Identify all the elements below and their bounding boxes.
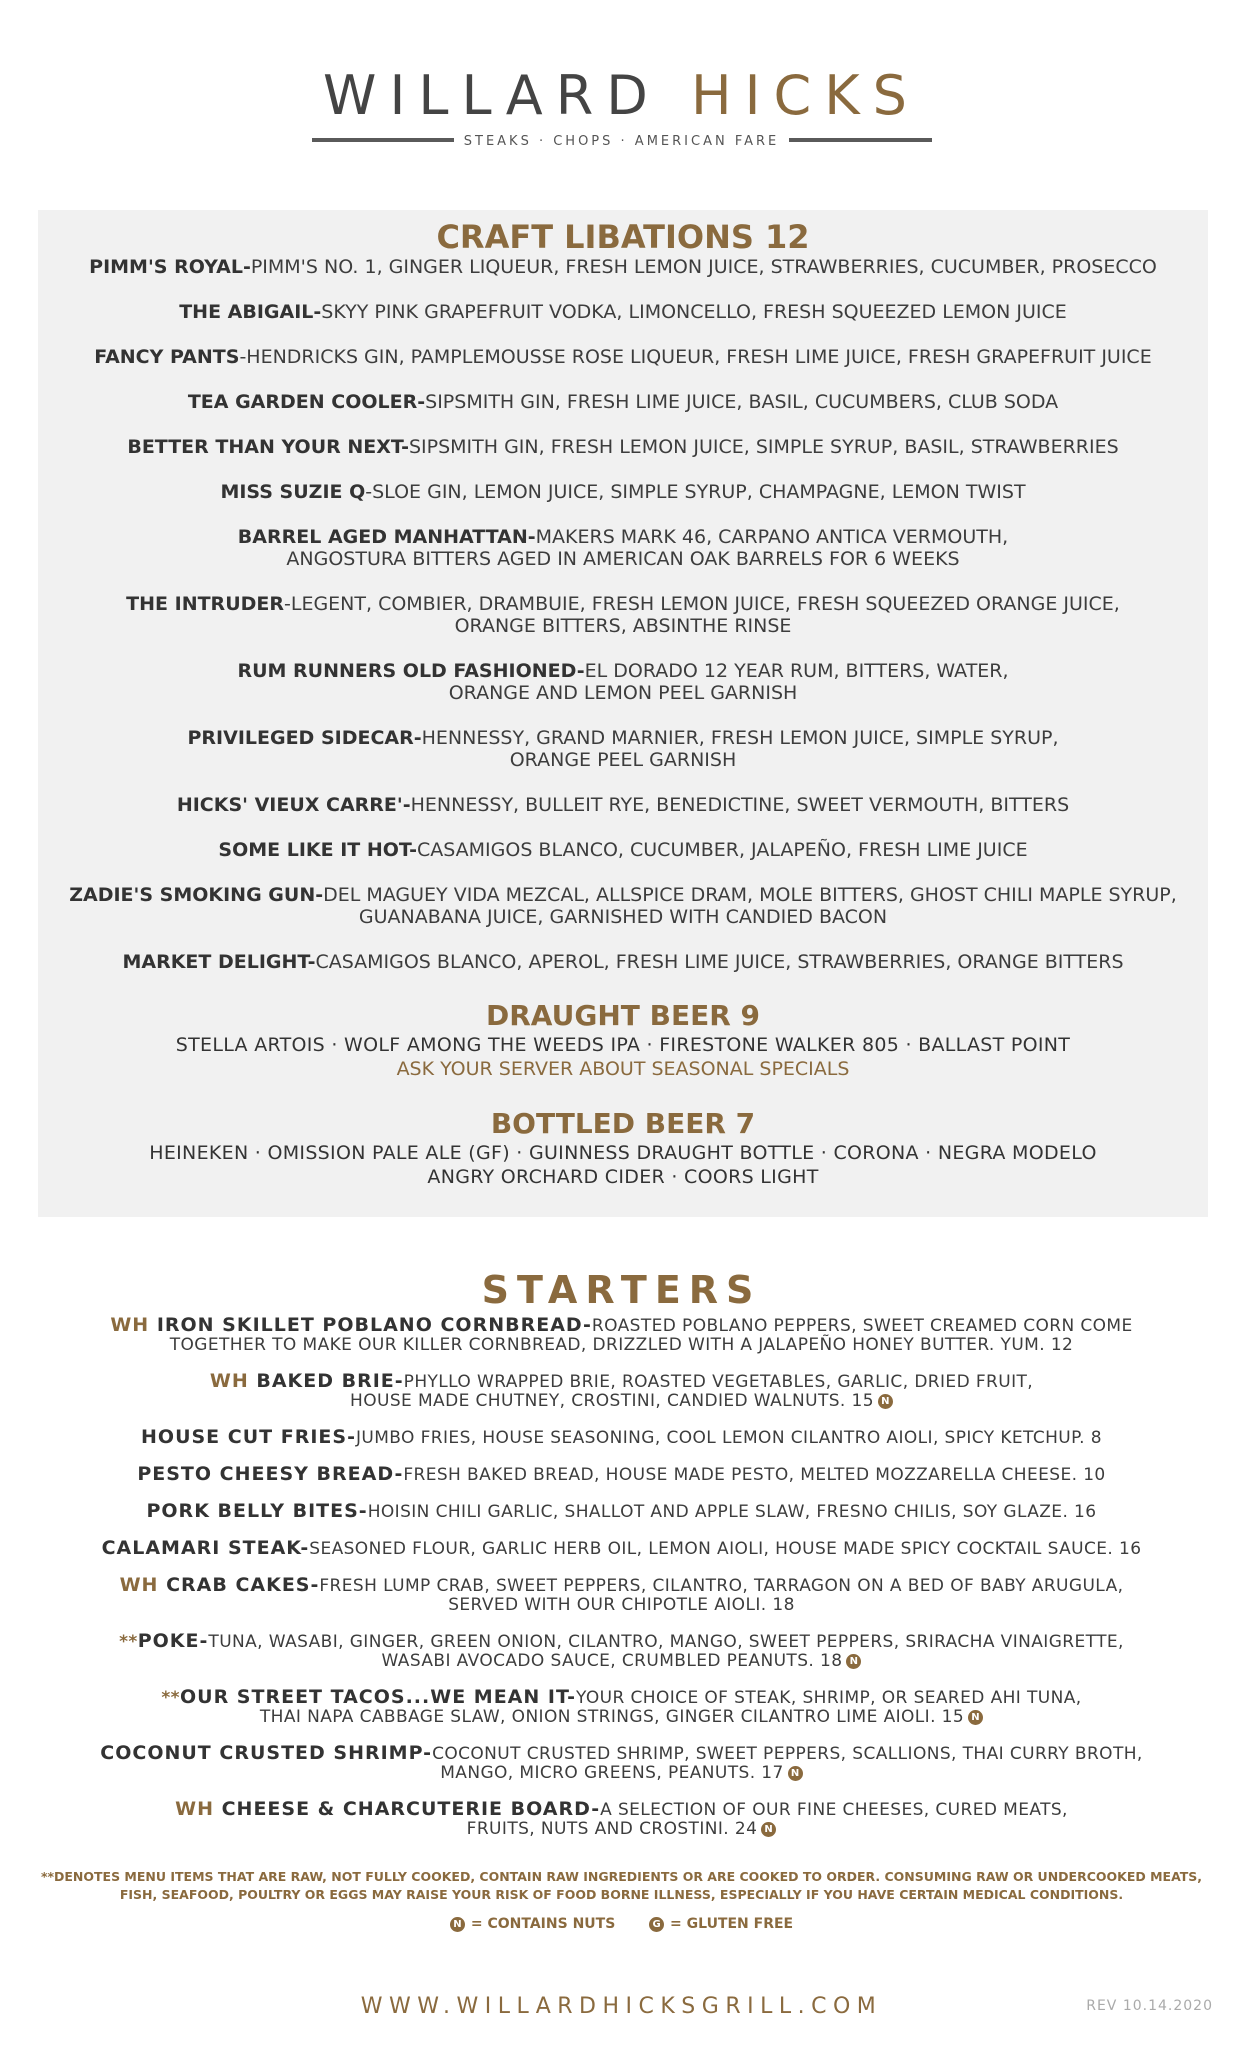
brand-divider: [312, 134, 932, 164]
dietary-legend: [0, 1914, 1243, 1934]
cocktail-item: [46, 256, 1200, 278]
starter-item: [30, 1539, 1213, 1559]
starter-name-text: POKE-: [137, 1630, 209, 1652]
cocktail-description: PIMM'S NO. 1, GINGER LIQUEUR, FRESH LEMON JUICE, STRAWBERRIES, CUCUMBER, PROSECCO: [250, 256, 1157, 278]
cocktail-name: TEA GARDEN COOLER-: [187, 391, 426, 413]
cocktail-line: [46, 481, 1200, 503]
bottled-list-line2: ANGRY ORCHARD CIDER · COORS LIGHT: [427, 1166, 819, 1188]
starter-description: SEASONED FLOUR, GARLIC HERB OIL, LEMON AIOLI, HOUSE MADE SPICY COCKTAIL SAUCE. 16: [309, 1539, 1142, 1559]
starter-name: [137, 1463, 403, 1485]
house-specialty-mark: WH: [110, 1314, 150, 1336]
starter-description-text: THAI NAPA CABBAGE SLAW, ONION STRINGS, GINGER CILANTRO LIME AIOLI. 15: [259, 1707, 965, 1727]
starter-line: [30, 1800, 1213, 1820]
house-specialty-mark: WH: [119, 1574, 159, 1596]
starter-name: [146, 1500, 367, 1522]
cocktail-line: [46, 794, 1200, 816]
starter-description: ROASTED POBLANO PEPPERS, SWEET CREAMED CORN COME: [591, 1316, 1133, 1336]
nut-icon: N: [846, 1654, 861, 1669]
starter-name-text: COCONUT CRUSTED SHRIMP-: [100, 1742, 433, 1764]
starter-description: A SELECTION OF OUR FINE CHEESES, CURED MEATS,: [600, 1800, 1068, 1820]
starter-description: YOUR CHOICE OF STEAK, SHRIMP, OR SEARED AHI TUNA,: [576, 1688, 1082, 1708]
starter-description-text: FRUITS, NUTS AND CROSTINI. 24: [466, 1819, 758, 1839]
starter-name: [110, 1314, 592, 1336]
cocktail-description: CASAMIGOS BLANCO, CUCUMBER, JALAPEÑO, FRESH LIME JUICE: [416, 839, 1028, 861]
starter-description-text: HOUSE MADE CHUTNEY, CROSTINI, CANDIED WALNUTS. 15: [350, 1391, 874, 1411]
gluten-free-icon: G: [649, 1917, 664, 1932]
starter-line: [30, 1372, 1213, 1392]
starter-description-cont: [30, 1764, 1213, 1783]
cocktail-name: HICKS' VIEUX CARRE'-: [176, 794, 411, 816]
nut-icon: N: [788, 1766, 803, 1781]
starter-line: [30, 1744, 1213, 1764]
starter-line: [30, 1576, 1213, 1596]
revision-date: REV 10.14.2020: [1086, 1998, 1213, 2014]
starter-item: [30, 1576, 1213, 1615]
cocktail-line: [46, 301, 1200, 323]
cocktail-name: SOME LIKE IT HOT-: [218, 839, 417, 861]
starter-name-text: IRON SKILLET POBLANO CORNBREAD-: [149, 1314, 592, 1336]
cocktail-item: [46, 391, 1200, 413]
cocktail-line: [46, 526, 1200, 548]
cocktails-heading: CRAFT LIBATIONS 12: [436, 218, 810, 256]
starter-name-text: CALAMARI STEAK-: [101, 1537, 310, 1559]
starter-item: [30, 1465, 1213, 1485]
disclaimer-line1: **DENOTES MENU ITEMS THAT ARE RAW, NOT FULLY COOKED, CONTAIN RAW INGREDIENTS OR ARE COOKED TO ORDER. CONSUMING RAW OR UNDERCOOKED MEATS,: [40, 1869, 1203, 1884]
cocktail-name: FANCY PANTS: [94, 346, 240, 368]
cocktail-description: SIPSMITH GIN, FRESH LIME JUICE, BASIL, CUCUMBERS, CLUB SODA: [425, 391, 1059, 413]
starter-item: [30, 1744, 1213, 1783]
cocktail-description: CASAMIGOS BLANCO, APEROL, FRESH LIME JUICE, STRAWBERRIES, ORANGE BITTERS: [315, 951, 1124, 973]
nut-icon: N: [450, 1917, 465, 1932]
starter-line: [30, 1316, 1213, 1336]
brand-header: [0, 66, 1243, 164]
cocktail-description: SIPSMITH GIN, FRESH LEMON JUICE, SIMPLE SYRUP, BASIL, STRAWBERRIES: [408, 436, 1119, 458]
cocktail-line: [46, 346, 1200, 368]
starter-line: [30, 1688, 1213, 1708]
nut-legend-label: = CONTAINS NUTS: [470, 1916, 616, 1932]
starter-name-text: BAKED BRIE-: [248, 1370, 404, 1392]
raw-food-disclaimer: [20, 1868, 1223, 1904]
starter-list: [30, 1316, 1213, 1856]
cocktail-name: BARREL AGED MANHATTAN-: [237, 526, 536, 548]
nut-icon: N: [761, 1822, 776, 1837]
starter-description-text: MANGO, MICRO GREENS, PEANUTS. 17: [440, 1763, 784, 1783]
starter-item: [30, 1632, 1213, 1671]
cocktail-item: [46, 526, 1200, 570]
starter-description: FRESH BAKED BREAD, HOUSE MADE PESTO, MELTED MOZZARELLA CHEESE. 10: [403, 1465, 1106, 1485]
nut-icon: N: [968, 1710, 983, 1725]
cocktail-description-cont: ANGOSTURA BITTERS AGED IN AMERICAN OAK BARRELS FOR 6 WEEKS: [286, 548, 960, 570]
starter-name-text: PORK BELLY BITES-: [146, 1500, 368, 1522]
gluten-free-legend-label: = GLUTEN FREE: [670, 1916, 794, 1932]
disclaimer-line2: FISH, SEAFOOD, POULTRY OR EGGS MAY RAISE YOUR RISK OF FOOD BORNE ILLNESS, ESPECIALLY IF YOU HAVE CERTAIN MEDICAL CONDITIONS.: [119, 1887, 1124, 1902]
cocktail-item: [46, 481, 1200, 503]
starter-name-text: PESTO CHEESY BREAD-: [137, 1463, 404, 1485]
cocktail-item: [46, 951, 1200, 973]
cocktail-list: [38, 256, 1208, 973]
starter-line: [30, 1502, 1213, 1522]
starter-description: PHYLLO WRAPPED BRIE, ROASTED VEGETABLES, GARLIC, DRIED FRUIT,: [403, 1372, 1034, 1392]
raw-item-marker: **: [119, 1632, 138, 1652]
cocktail-line: [46, 391, 1200, 413]
cocktail-description: -LEGENT, COMBIER, DRAMBUIE, FRESH LEMON JUICE, FRESH SQUEEZED ORANGE JUICE,: [284, 593, 1120, 615]
cocktail-description: DEL MAGUEY VIDA MEZCAL, ALLSPICE DRAM, MOLE BITTERS, GHOST CHILI MAPLE SYRUP,: [323, 884, 1177, 906]
cocktail-name: THE INTRUDER: [126, 593, 284, 615]
cocktail-line: [46, 951, 1200, 973]
cocktail-item: [46, 436, 1200, 458]
draught-heading: DRAUGHT BEER 9: [486, 999, 760, 1032]
cocktail-name: RUM RUNNERS OLD FASHIONED-: [237, 660, 585, 682]
starter-description-text: TOGETHER TO MAKE OUR KILLER CORNBREAD, DRIZZLED WITH A JALAPEÑO HONEY BUTTER. YUM. 12: [169, 1335, 1074, 1355]
starter-name: [175, 1798, 600, 1820]
starter-description-cont: [30, 1652, 1213, 1671]
starter-item: [30, 1428, 1213, 1448]
starter-name: [100, 1742, 432, 1764]
cocktail-item: [46, 301, 1200, 323]
starter-description: TUNA, WASABI, GINGER, GREEN ONION, CILANTRO, MANGO, SWEET PEPPERS, SRIRACHA VINAIGRETTE,: [208, 1632, 1124, 1652]
cocktail-item: [46, 346, 1200, 368]
nut-icon: N: [878, 1394, 893, 1409]
starter-item: [30, 1800, 1213, 1839]
cocktail-name: MISS SUZIE Q: [220, 481, 366, 503]
cocktail-description: -SLOE GIN, LEMON JUICE, SIMPLE SYRUP, CHAMPAGNE, LEMON TWIST: [365, 481, 1026, 503]
cocktail-description-cont: GUANABANA JUICE, GARNISHED WITH CANDIED BACON: [358, 906, 888, 928]
cocktail-name: PIMM'S ROYAL-: [89, 256, 251, 278]
starter-item: [30, 1372, 1213, 1411]
starter-line: [30, 1539, 1213, 1559]
starter-name: [138, 1630, 209, 1652]
starter-item: [30, 1688, 1213, 1727]
cocktail-description: HENNESSY, BULLEIT RYE, BENEDICTINE, SWEET VERMOUTH, BITTERS: [410, 794, 1070, 816]
starter-name-text: CRAB CAKES-: [158, 1574, 320, 1596]
starter-name: [210, 1370, 404, 1392]
restaurant-name-second: HICKS: [691, 64, 920, 127]
starter-description-text: SERVED WITH OUR CHIPOTLE AIOLI. 18: [448, 1595, 795, 1615]
cocktail-name: ZADIE'S SMOKING GUN-: [69, 884, 324, 906]
starter-description-cont: [30, 1820, 1213, 1839]
restaurant-name-first: WILLARD: [323, 64, 661, 127]
starter-name: [120, 1574, 320, 1596]
starter-item: [30, 1316, 1213, 1355]
starter-item: [30, 1502, 1213, 1522]
starter-description-cont: [30, 1392, 1213, 1411]
starter-name: [141, 1426, 356, 1448]
cocktail-item: [46, 660, 1200, 704]
bottled-list-line1: HEINEKEN · OMISSION PALE ALE (GF) · GUINNESS DRAUGHT BOTTLE · CORONA · NEGRA MODELO: [149, 1142, 1097, 1164]
house-specialty-mark: WH: [209, 1370, 249, 1392]
cocktail-line: [46, 660, 1200, 682]
tagline: [312, 134, 932, 164]
cocktail-item: [46, 794, 1200, 816]
draught-list: STELLA ARTOIS · WOLF AMONG THE WEEDS IPA · FIRESTONE WALKER 805 · BALLAST POINT: [175, 1034, 1071, 1056]
starter-description: HOISIN CHILI GARLIC, SHALLOT AND APPLE SLAW, FRESNO CHILIS, SOY GLAZE. 16: [367, 1502, 1097, 1522]
cocktail-description: SKYY PINK GRAPEFRUIT VODKA, LIMONCELLO, FRESH SQUEEZED LEMON JUICE: [321, 301, 1067, 323]
cocktail-description: EL DORADO 12 YEAR RUM, BITTERS, WATER,: [584, 660, 1009, 682]
bottled-heading: BOTTLED BEER 7: [490, 1107, 756, 1140]
raw-item-marker: **: [161, 1688, 180, 1708]
cocktail-line: [46, 727, 1200, 749]
starter-description-cont: [30, 1708, 1213, 1727]
cocktail-item: [46, 884, 1200, 928]
cocktail-name: BETTER THAN YOUR NEXT-: [127, 436, 409, 458]
starter-description-cont: [30, 1596, 1213, 1615]
cocktail-description: MAKERS MARK 46, CARPANO ANTICA VERMOUTH,: [535, 526, 1009, 548]
starter-line: [30, 1632, 1213, 1652]
starter-name-text: HOUSE CUT FRIES-: [141, 1426, 356, 1448]
website-link[interactable]: WWW.WILLARDHICKSGRILL.COM: [360, 1994, 883, 2019]
cocktail-item: [46, 593, 1200, 637]
starter-name-text: CHEESE & CHARCUTERIE BOARD-: [213, 1798, 601, 1820]
starter-line: [30, 1428, 1213, 1448]
starter-name: [180, 1686, 576, 1708]
starter-name-text: OUR STREET TACOS...WE MEAN IT-: [179, 1686, 577, 1708]
starter-description: JUMBO FRIES, HOUSE SEASONING, COOL LEMON CILANTRO AIOLI, SPICY KETCHUP. 8: [355, 1428, 1102, 1448]
house-specialty-mark: WH: [175, 1798, 214, 1820]
cocktail-name: MARKET DELIGHT-: [122, 951, 316, 973]
cocktail-line: [46, 593, 1200, 615]
cocktail-name: THE ABIGAIL-: [179, 301, 322, 323]
starter-name: [102, 1537, 310, 1559]
starter-description: COCONUT CRUSTED SHRIMP, SWEET PEPPERS, SCALLIONS, THAI CURRY BROTH,: [432, 1744, 1143, 1764]
starter-description: FRESH LUMP CRAB, SWEET PEPPERS, CILANTRO, TARRAGON ON A BED OF BABY ARUGULA,: [319, 1576, 1124, 1596]
draught-note: ASK YOUR SERVER ABOUT SEASONAL SPECIALS: [396, 1058, 850, 1080]
cocktail-description: -HENDRICKS GIN, PAMPLEMOUSSE ROSE LIQUEUR, FRESH LIME JUICE, FRESH GRAPEFRUIT JUICE: [239, 346, 1152, 368]
starters-heading: STARTERS: [481, 1268, 762, 1312]
cocktail-description-cont: ORANGE AND LEMON PEEL GARNISH: [448, 682, 798, 704]
cocktail-description: HENNESSY, GRAND MARNIER, FRESH LEMON JUICE, SIMPLE SYRUP,: [421, 727, 1059, 749]
cocktail-line: [46, 839, 1200, 861]
cocktail-description-cont: ORANGE PEEL GARNISH: [509, 749, 737, 771]
starter-description-text: WASABI AVOCADO SAUCE, CRUMBLED PEANUTS. 18: [381, 1651, 843, 1671]
drinks-panel: [38, 210, 1208, 1217]
starter-description-cont: [30, 1336, 1213, 1355]
cocktail-line: [46, 884, 1200, 906]
tagline-text: STEAKS · CHOPS · AMERICAN FARE: [454, 134, 790, 149]
cocktail-item: [46, 727, 1200, 771]
starter-line: [30, 1465, 1213, 1485]
cocktail-line: [46, 256, 1200, 278]
restaurant-name: [0, 66, 1243, 126]
cocktail-line: [46, 436, 1200, 458]
cocktail-name: PRIVILEGED SIDECAR-: [187, 727, 422, 749]
cocktail-item: [46, 839, 1200, 861]
cocktail-description-cont: ORANGE BITTERS, ABSINTHE RINSE: [454, 615, 792, 637]
